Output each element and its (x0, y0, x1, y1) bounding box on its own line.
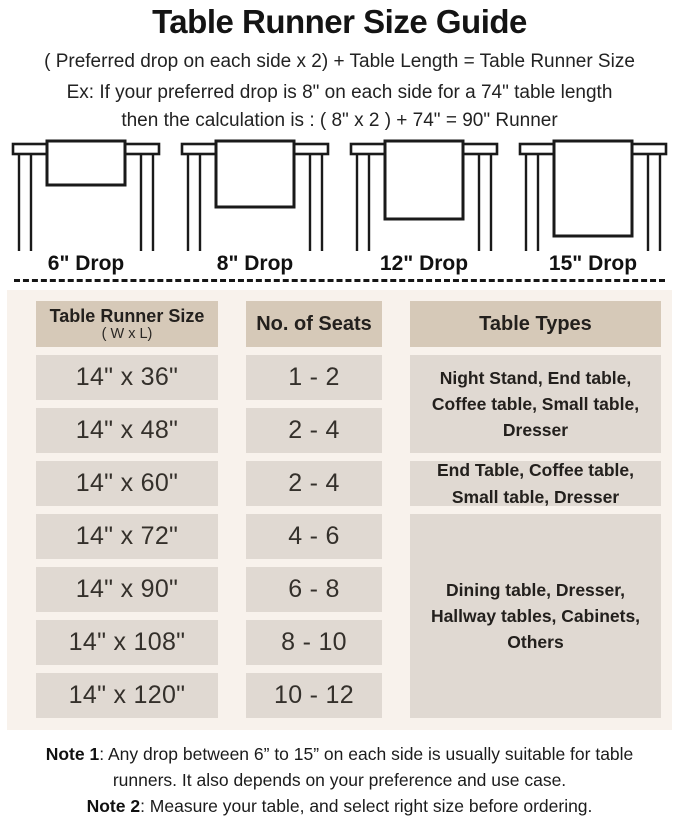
table-drop-figure-8in (180, 139, 330, 251)
seats-cell: 10 - 12 (246, 673, 382, 718)
size-cell: 14" x 90" (36, 567, 218, 612)
runner-rect (554, 141, 632, 236)
size-cell: 14" x 108" (36, 620, 218, 665)
table-types-group-small: Night Stand, End table, Coffee table, Small table, Dresser (410, 355, 661, 453)
size-cell: 14" x 36" (36, 355, 218, 400)
note-1-text: : Any drop between 6” to 15” on each side is usually suitable for table runners. It also depends on your preference and use case. (99, 744, 634, 790)
header-seats: No. of Seats (246, 301, 382, 347)
note-2-label: Note 2 (86, 796, 141, 816)
table-drop-figure-15in (518, 139, 668, 251)
seats-cell: 2 - 4 (246, 461, 382, 506)
drop-label-6in: 6" Drop (47, 252, 125, 275)
notes-section (0, 741, 679, 819)
size-table (36, 301, 672, 718)
runner-rect (216, 141, 294, 207)
seats-cell: 8 - 10 (246, 620, 382, 665)
note-2 (14, 793, 666, 819)
size-cell: 14" x 72" (36, 514, 218, 559)
drop-illustrations (0, 139, 679, 251)
formula-text: ( Preferred drop on each side x 2) + Table Length = Table Runner Size (44, 51, 635, 72)
runner-rect (47, 141, 125, 185)
seats-cell: 2 - 4 (246, 408, 382, 453)
header-runner-size-sub: ( W x L) (101, 325, 153, 342)
note-1-label: Note 1 (45, 744, 100, 764)
runner-rect (385, 141, 463, 219)
seats-cell: 6 - 8 (246, 567, 382, 612)
size-table-panel (7, 290, 672, 730)
table-types-group-medium: End Table, Coffee table, Small table, Dresser (410, 461, 661, 506)
note-1 (14, 741, 666, 793)
drop-label-15in: 15" Drop (548, 252, 638, 275)
header-runner-size-title: Table Runner Size (49, 305, 205, 326)
drop-label-8in: 8" Drop (216, 252, 294, 275)
note-2-text: : Measure your table, and select right size before ordering. (140, 796, 593, 816)
size-cell: 14" x 60" (36, 461, 218, 506)
size-cell: 14" x 48" (36, 408, 218, 453)
drop-label-12in: 12" Drop (379, 252, 469, 275)
seats-cell: 4 - 6 (246, 514, 382, 559)
table-drop-figure-12in (349, 139, 499, 251)
drop-labels-row (0, 252, 679, 276)
header-table-types: Table Types (410, 301, 661, 347)
example-line-1: Ex: If your preferred drop is 8" on each side for a 74" table length (66, 82, 613, 103)
dashed-divider (14, 279, 665, 282)
table-drop-figure-6in (11, 139, 161, 251)
size-guide-page (0, 2, 679, 828)
table-types-group-large: Dining table, Dresser, Hallway tables, Cabinets, Others (410, 514, 661, 718)
example-line-2: then the calculation is : ( 8" x 2 ) + 74" = 90" Runner (121, 110, 558, 131)
header-runner-size (36, 301, 218, 347)
seats-cell: 1 - 2 (246, 355, 382, 400)
size-cell: 14" x 120" (36, 673, 218, 718)
page-title: Table Runner Size Guide (152, 3, 527, 40)
